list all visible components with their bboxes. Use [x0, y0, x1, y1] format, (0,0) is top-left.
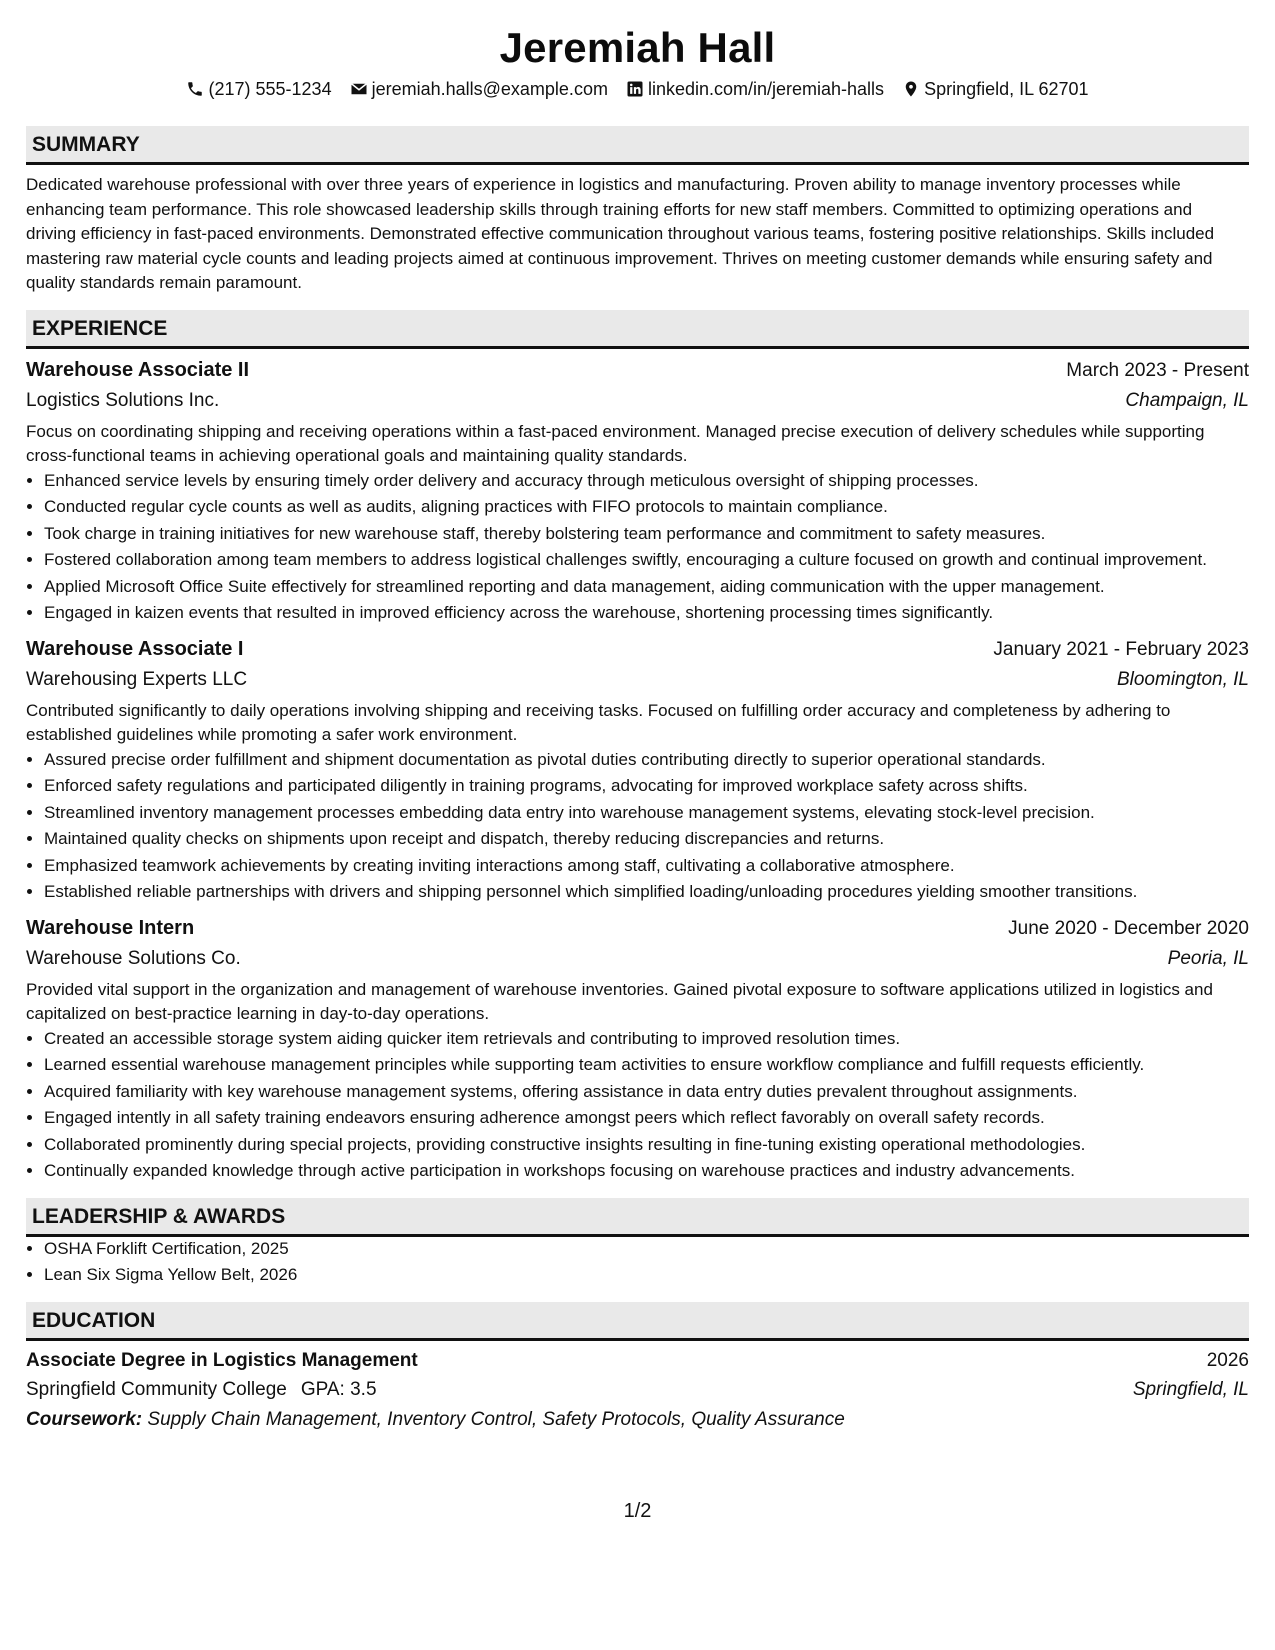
job-title: Warehouse Intern	[26, 916, 195, 939]
job-location: Bloomington, IL	[1116, 668, 1249, 690]
company-name: Warehousing Experts LLC	[26, 668, 248, 690]
job-dates: March 2023 - Present	[1066, 359, 1249, 381]
list-item: • Learned essential warehouse management principles while supporting team activities to ensure workflow compliance and fulfill requests efficiently.	[44, 1053, 1249, 1078]
linkedin-text: linkedin.com/in/jeremiah-halls	[647, 79, 885, 99]
section-heading: LEADERSHIP & AWARDS	[26, 1198, 1249, 1237]
job-entry	[26, 355, 1249, 626]
awards-list	[26, 1237, 1249, 1288]
list-item: • Maintained quality checks on shipments upon receipt and dispatch, thereby reducing discrepancies and returns.	[44, 827, 1249, 852]
list-item: • Fostered collaboration among team members to address logistical challenges swiftly, encouraging a culture focused on growth and continual improvement.	[44, 548, 1249, 573]
job-dates: January 2021 - February 2023	[993, 638, 1249, 660]
list-item: • Enhanced service levels by ensuring timely order delivery and accuracy through meticulous oversight of shipping processes.	[44, 469, 1249, 494]
resume-page	[26, 20, 1249, 1435]
email-text: jeremiah.halls@example.com	[371, 79, 608, 99]
envelope-icon	[350, 80, 368, 98]
section-heading: EDUCATION	[26, 1302, 1249, 1341]
company-name: Logistics Solutions Inc.	[26, 389, 220, 411]
coursework-text: Supply Chain Management, Inventory Control, Safety Protocols, Quality Assurance	[147, 1408, 845, 1430]
contact-email[interactable]	[350, 76, 608, 102]
list-item: • Enforced safety regulations and participated diligently in training programs, advocating for improved workplace safety across shifts.	[44, 774, 1249, 799]
list-item: • Emphasized teamwork achievements by creating inviting interactions among staff, cultivating a collaborative atmosphere.	[44, 854, 1249, 879]
job-bullets	[26, 748, 1249, 905]
list-item: • Lean Six Sigma Yellow Belt, 2026	[44, 1263, 1249, 1288]
candidate-name: Jeremiah Hall	[499, 24, 776, 71]
coursework-line	[26, 1405, 1249, 1435]
list-item: • Assured precise order fulfillment and shipment documentation as pivotal duties contributing directly to superior operational standards.	[44, 748, 1249, 773]
company-name: Warehouse Solutions Co.	[26, 947, 241, 969]
job-location: Champaign, IL	[1125, 389, 1249, 411]
job-bullets	[26, 469, 1249, 626]
map-pin-icon	[902, 80, 920, 98]
job-title: Warehouse Associate I	[26, 637, 244, 660]
linkedin-icon	[626, 80, 644, 98]
list-item: • Conducted regular cycle counts as well as audits, aligning practices with FIFO protocols to maintain compliance.	[44, 495, 1249, 520]
list-item: • Streamlined inventory management processes embedding data entry into warehouse management systems, elevating stock-level precision.	[44, 801, 1249, 826]
section-heading: SUMMARY	[26, 126, 1249, 165]
awards-section	[26, 1198, 1249, 1288]
school-name: Springfield Community College	[26, 1378, 287, 1400]
school-line	[26, 1376, 377, 1404]
experience-section	[26, 310, 1249, 1184]
job-description: Focus on coordinating shipping and receiving operations within a fast-paced environment. Managed precise execution of delivery schedules while supporting cross-functional teams in achieving operational goals and maintaining quality standards.	[26, 421, 1205, 465]
list-item: • Created an accessible storage system aiding quicker item retrievals and contributing to improved resolution times.	[44, 1027, 1249, 1052]
job-title: Warehouse Associate II	[26, 358, 250, 381]
gpa-text: GPA: 3.5	[300, 1378, 377, 1400]
page-number: 1/2	[623, 1500, 652, 1522]
job-dates: June 2020 - December 2020	[1008, 917, 1249, 939]
coursework-label: Coursework:	[26, 1408, 143, 1430]
job-description: Provided vital support in the organization and management of warehouse inventories. Gained pivotal exposure to software applications utilized in logistics and capitalized on best-practice learning in day-to-day operations.	[26, 979, 1213, 1023]
contact-bar	[26, 76, 1249, 102]
education-section	[26, 1302, 1249, 1435]
phone-text: (217) 555-1234	[208, 79, 332, 99]
degree-year: 2026	[1206, 1349, 1249, 1371]
list-item: • Acquired familiarity with key warehouse management systems, offering assistance in data entry duties prevalent throughout assignments.	[44, 1080, 1249, 1105]
list-item: • Collaborated prominently during special projects, providing constructive insights resulting in fine-tuning existing operational methodologies.	[44, 1133, 1249, 1158]
list-item: • Established reliable partnerships with drivers and shipping personnel which simplified loading/unloading procedures yielding smoother transitions.	[44, 880, 1249, 905]
job-entry	[26, 913, 1249, 1184]
list-item: • Engaged in kaizen events that resulted in improved efficiency across the warehouse, shortening processing times significantly.	[44, 601, 1249, 626]
summary-section	[26, 126, 1249, 296]
phone-icon	[186, 80, 204, 98]
list-item: • Took charge in training initiatives for new warehouse staff, thereby bolstering team performance and commitment to safety measures.	[44, 522, 1249, 547]
list-item: • OSHA Forklift Certification, 2025	[44, 1237, 1249, 1262]
contact-phone[interactable]	[186, 76, 331, 102]
section-heading: EXPERIENCE	[26, 310, 1249, 349]
location-text: Springfield, IL 62701	[924, 79, 1089, 99]
job-location: Peoria, IL	[1167, 947, 1249, 969]
contact-linkedin[interactable]	[626, 76, 884, 102]
job-entry	[26, 634, 1249, 905]
contact-location	[902, 76, 1088, 102]
list-item: • Continually expanded knowledge through active participation in workshops focusing on warehouse practices and industry advancements.	[44, 1159, 1249, 1184]
school-location: Springfield, IL	[1132, 1378, 1249, 1400]
degree-title: Associate Degree in Logistics Management	[26, 1349, 418, 1371]
list-item: • Applied Microsoft Office Suite effectively for streamlined reporting and data management, aiding communication with the upper management.	[44, 575, 1249, 600]
job-description: Contributed significantly to daily operations involving shipping and receiving tasks. Focused on fulfilling order accuracy and completeness by adhering to established guidelines while promoting a safer work environment.	[26, 700, 1171, 744]
list-item: • Engaged intently in all safety training endeavors ensuring adherence amongst peers which reflect favorably on overall safety records.	[44, 1106, 1249, 1131]
summary-text: Dedicated warehouse professional with over three years of experience in logistics and manufacturing. Proven ability to manage inventory processes while enhancing team performance. This role showcased leadership skills through training efforts for new staff members. Committed to optimizing operations and driving efficiency in fast-paced environments. Demonstrated effective communication throughout various teams, fostering positive relationships. Skills included mastering raw material cycle counts and leading projects aimed at continuous improvement. Thrives on meeting customer demands while ensuring safety and quality standards remain paramount.	[26, 175, 1215, 292]
job-bullets	[26, 1027, 1249, 1184]
